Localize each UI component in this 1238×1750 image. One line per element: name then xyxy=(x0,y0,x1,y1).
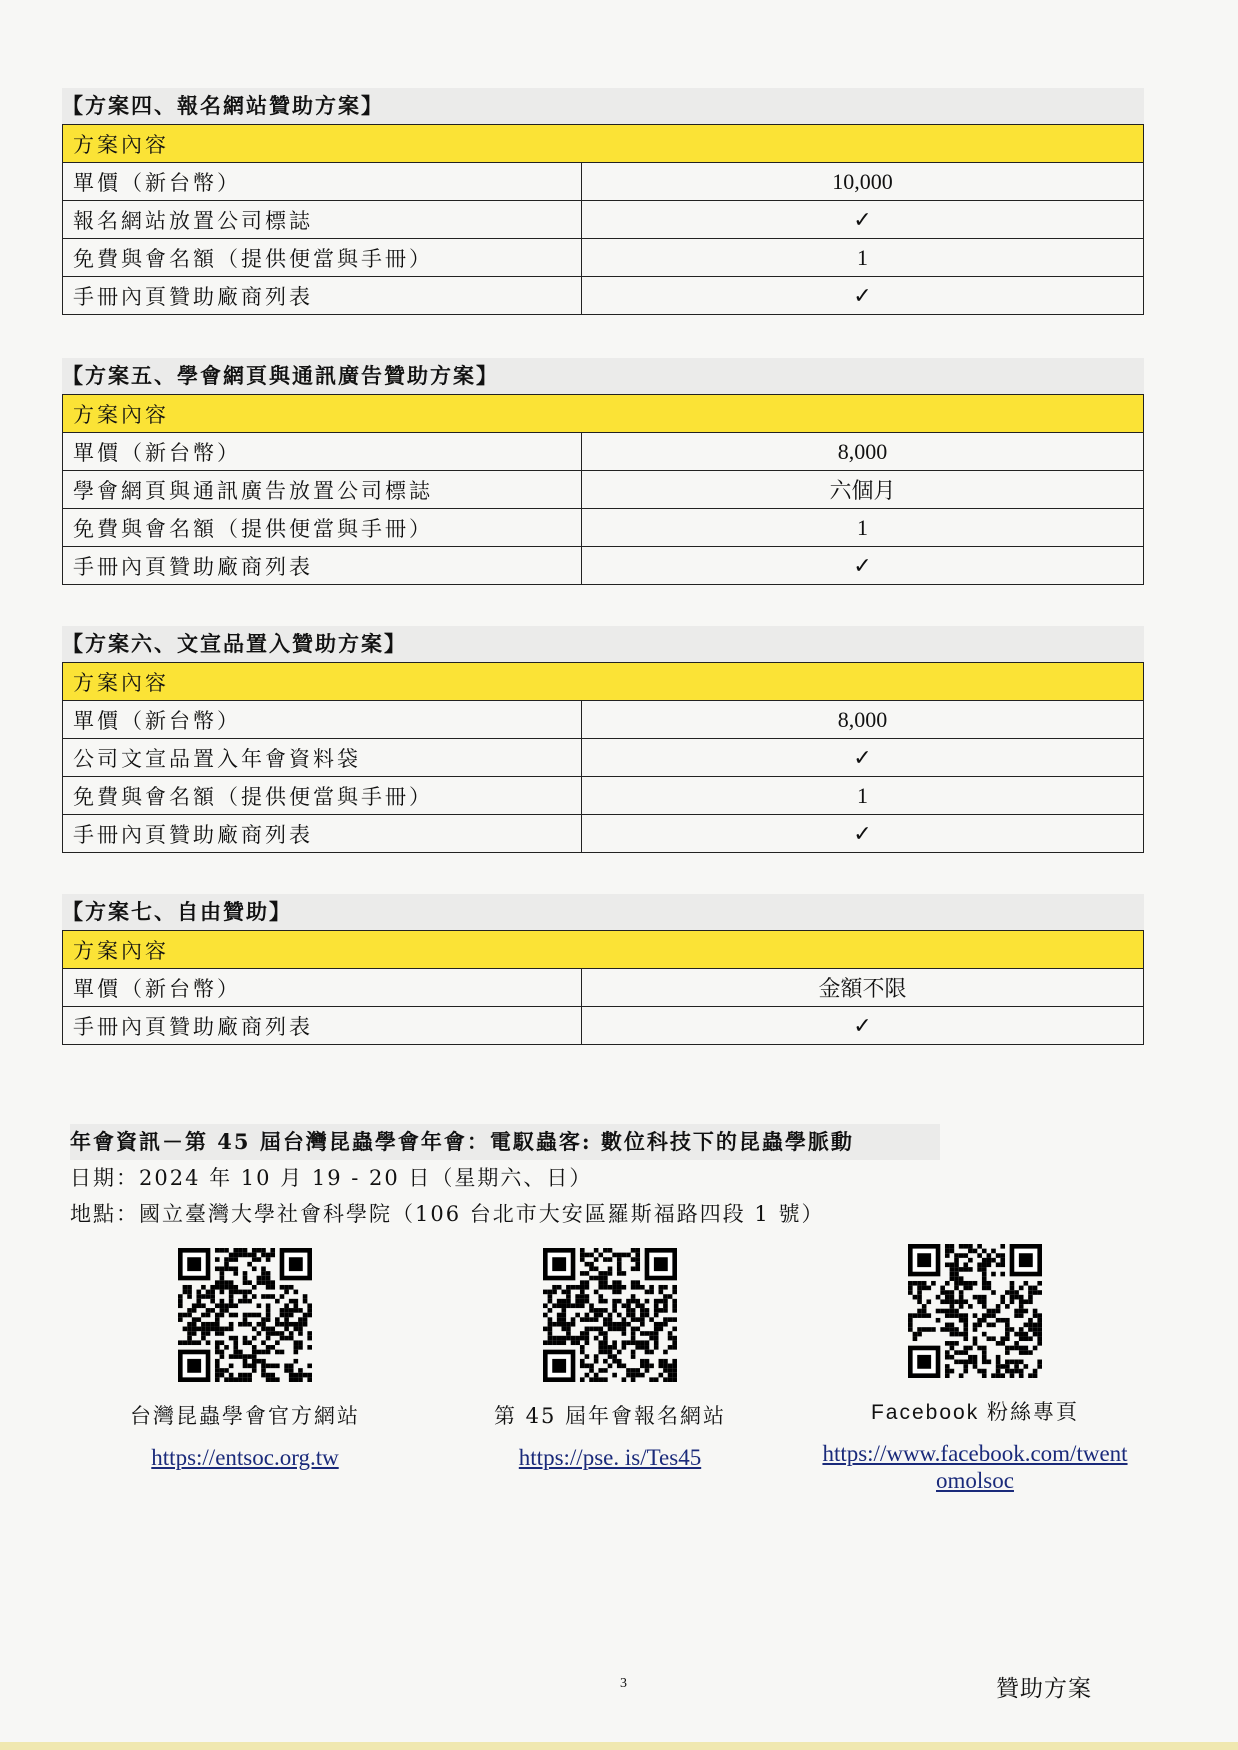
row-label: 手冊內頁贊助廠商列表 xyxy=(63,277,582,315)
row-label: 單價（新台幣） xyxy=(63,701,582,739)
plan-table xyxy=(62,930,1144,1045)
table-row xyxy=(63,1007,1144,1045)
qr-code-icon xyxy=(543,1248,677,1382)
table-row xyxy=(63,509,1144,547)
table-row xyxy=(63,739,1144,777)
row-label: 單價（新台幣） xyxy=(63,969,582,1007)
table-row xyxy=(63,277,1144,315)
table-row xyxy=(63,201,1144,239)
conference-date: 日期：2024 年 10 月 19 - 20 日（星期六、日） xyxy=(70,1166,593,1190)
row-value: 8,000 xyxy=(582,433,1144,471)
table-row xyxy=(63,777,1144,815)
row-value: 10,000 xyxy=(582,163,1144,201)
row-label: 手冊內頁贊助廠商列表 xyxy=(63,1007,582,1045)
row-label: 免費與會名額（提供便當與手冊） xyxy=(63,509,582,547)
conference-info xyxy=(70,1124,940,1232)
table-row xyxy=(63,433,1144,471)
table-header-cell: 方案內容 xyxy=(63,125,1144,163)
plan-heading: 【方案五、學會網頁與通訊廣告贊助方案】 xyxy=(62,358,1144,394)
row-label: 手冊內頁贊助廠商列表 xyxy=(63,815,582,853)
table-row xyxy=(63,969,1144,1007)
page-number: 3 xyxy=(620,1676,627,1691)
official-site-link[interactable]: https://entsoc.org.tw xyxy=(151,1445,339,1470)
qr-code-icon xyxy=(178,1248,312,1382)
registration-site-link[interactable]: https://pse. is/Tes45 xyxy=(518,1445,702,1470)
plan-table xyxy=(62,124,1144,315)
qr-block-facebook xyxy=(800,1244,1150,1494)
row-value: ✓ xyxy=(582,201,1144,239)
table-row xyxy=(63,815,1144,853)
table-header-cell: 方案內容 xyxy=(63,663,1144,701)
row-label: 公司文宣品置入年會資料袋 xyxy=(63,739,582,777)
facebook-link-line1[interactable]: https://www.facebook.com/twent xyxy=(822,1441,1128,1466)
row-label: 單價（新台幣） xyxy=(63,163,582,201)
table-row xyxy=(63,163,1144,201)
row-value: 1 xyxy=(582,777,1144,815)
qr-caption: Facebook 粉絲專頁 xyxy=(870,1401,1080,1424)
facebook-link[interactable] xyxy=(800,1440,1150,1494)
row-label: 手冊內頁贊助廠商列表 xyxy=(63,547,582,585)
table-row xyxy=(63,471,1144,509)
row-label: 單價（新台幣） xyxy=(63,433,582,471)
row-value: ✓ xyxy=(582,739,1144,777)
row-value: 1 xyxy=(582,239,1144,277)
table-row xyxy=(63,239,1144,277)
row-value: 8,000 xyxy=(582,701,1144,739)
plan-six xyxy=(62,626,1144,853)
row-label: 免費與會名額（提供便當與手冊） xyxy=(63,777,582,815)
plan-seven xyxy=(62,894,1144,1045)
qr-caption: 第 45 屆年會報名網站 xyxy=(493,1404,727,1428)
scan-edge xyxy=(0,1742,1238,1750)
qr-code-icon xyxy=(908,1244,1042,1378)
row-label: 報名網站放置公司標誌 xyxy=(63,201,582,239)
row-value: 金額不限 xyxy=(582,969,1144,1007)
row-value: ✓ xyxy=(582,1007,1144,1045)
row-value: 六個月 xyxy=(582,471,1144,509)
plan-four xyxy=(62,88,1144,315)
table-row xyxy=(63,701,1144,739)
table-row xyxy=(63,547,1144,585)
row-value: 1 xyxy=(582,509,1144,547)
row-label: 免費與會名額（提供便當與手冊） xyxy=(63,239,582,277)
qr-block-official-site xyxy=(110,1248,380,1471)
row-value: ✓ xyxy=(582,815,1144,853)
conference-title: 年會資訊－第 45 屆台灣昆蟲學會年會：電馭蟲客: 數位科技下的昆蟲學脈動 xyxy=(70,1124,940,1160)
table-header-cell: 方案內容 xyxy=(63,395,1144,433)
row-value: ✓ xyxy=(582,547,1144,585)
plan-heading: 【方案六、文宣品置入贊助方案】 xyxy=(62,626,1144,662)
plan-heading: 【方案四、報名網站贊助方案】 xyxy=(62,88,1144,124)
plan-heading: 【方案七、自由贊助】 xyxy=(62,894,1144,930)
conference-location: 地點：國立臺灣大學社會科學院（106 台北市大安區羅斯福路四段 1 號） xyxy=(70,1202,825,1226)
plan-table xyxy=(62,662,1144,853)
qr-caption: 台灣昆蟲學會官方網站 xyxy=(130,1404,360,1428)
row-label: 學會網頁與通訊廣告放置公司標誌 xyxy=(63,471,582,509)
table-header-cell: 方案內容 xyxy=(63,931,1144,969)
footer-label: 贊助方案 xyxy=(996,1676,1092,1702)
plan-five xyxy=(62,358,1144,585)
facebook-link-line2[interactable]: omolsoc xyxy=(936,1468,1014,1493)
qr-block-registration-site xyxy=(475,1248,745,1471)
plan-table xyxy=(62,394,1144,585)
row-value: ✓ xyxy=(582,277,1144,315)
